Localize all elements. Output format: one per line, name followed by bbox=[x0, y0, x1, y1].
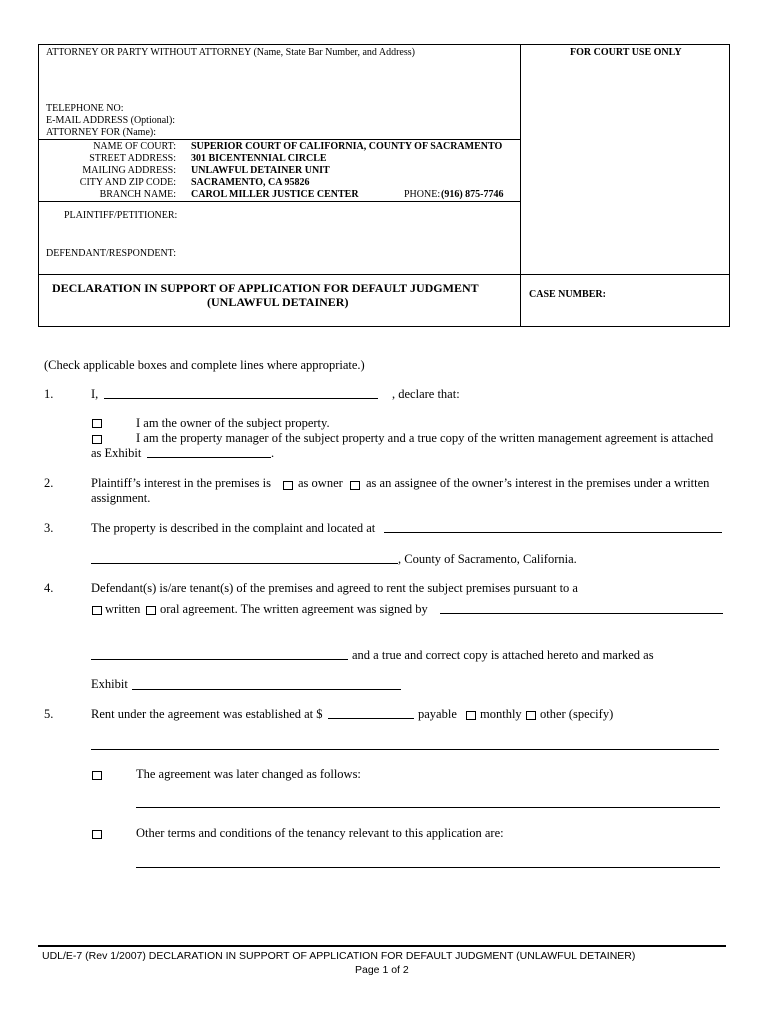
defendant-label: DEFENDANT/RESPONDENT: bbox=[46, 248, 177, 259]
street-address-label: STREET ADDRESS: bbox=[89, 153, 176, 164]
written-agreement-label: written bbox=[105, 602, 141, 616]
item4-text: Defendant(s) is/are tenant(s) of the premises and agreed to rent the subject premises pursuant to a bbox=[91, 581, 578, 595]
agreement-changed-field[interactable] bbox=[136, 807, 720, 808]
item1-number: 1. bbox=[44, 387, 54, 401]
attorney-label: ATTORNEY OR PARTY WITHOUT ATTORNEY (Name, State Bar Number, and Address) bbox=[46, 47, 415, 58]
form-title-line2: (UNLAWFUL DETAINER) bbox=[207, 295, 349, 309]
other-terms-label: Other terms and conditions of the tenancy relevant to this application are: bbox=[136, 826, 504, 840]
item2-text-b: as owner bbox=[298, 476, 343, 490]
email-label: E-MAIL ADDRESS (Optional): bbox=[46, 115, 176, 126]
agreement-exhibit-field[interactable] bbox=[132, 689, 401, 690]
property-address-field-1[interactable] bbox=[384, 532, 722, 533]
caption-divider-court bbox=[38, 139, 521, 140]
city-zip-value: SACRAMENTO, CA 95826 bbox=[191, 177, 310, 188]
other-period-label: other (specify) bbox=[540, 707, 614, 721]
agreement-signed-by-field-2[interactable] bbox=[91, 659, 348, 660]
attorney-for-label: ATTORNEY FOR (Name): bbox=[46, 127, 156, 138]
branch-name-label: BRANCH NAME: bbox=[99, 189, 176, 200]
court-phone-value: (916) 875-7746 bbox=[441, 189, 504, 200]
interest-owner-checkbox[interactable] bbox=[283, 481, 293, 490]
case-number-label: CASE NUMBER: bbox=[529, 289, 606, 300]
item5-number: 5. bbox=[44, 707, 54, 721]
item2-number: 2. bbox=[44, 476, 54, 490]
branch-name-value: CAROL MILLER JUSTICE CENTER bbox=[191, 189, 359, 200]
monthly-label: monthly bbox=[480, 707, 522, 721]
form-title-line1: DECLARATION IN SUPPORT OF APPLICATION FOR DEFAULT JUDGMENT bbox=[52, 281, 479, 295]
owner-checkbox[interactable] bbox=[92, 419, 102, 428]
item2-text-a: Plaintiff’s interest in the premises is bbox=[91, 476, 271, 490]
item4-number: 4. bbox=[44, 581, 54, 595]
court-name-value: SUPERIOR COURT OF CALIFORNIA, COUNTY OF SACRAMENTO bbox=[191, 141, 503, 152]
caption-divider-title bbox=[38, 274, 730, 275]
item1-prefix: I, bbox=[91, 387, 99, 401]
owner-option-label: I am the owner of the subject property. bbox=[136, 416, 330, 430]
property-manager-checkbox[interactable] bbox=[92, 435, 102, 444]
other-terms-checkbox[interactable] bbox=[92, 830, 102, 839]
property-address-field-2[interactable] bbox=[91, 563, 398, 564]
item4-exhibit-label: Exhibit bbox=[91, 677, 128, 691]
rent-prefix: Rent under the agreement was established at $ bbox=[91, 707, 323, 721]
item1-suffix: , declare that: bbox=[392, 387, 460, 401]
rent-specify-field[interactable] bbox=[91, 749, 719, 750]
court-use-label: FOR COURT USE ONLY bbox=[570, 47, 682, 58]
written-agreement-checkbox[interactable] bbox=[92, 606, 102, 615]
street-address-value: 301 BICENTENNIAL CIRCLE bbox=[191, 153, 327, 164]
management-exhibit-field[interactable] bbox=[147, 457, 271, 458]
footer-page-number: Page 1 of 2 bbox=[355, 964, 409, 976]
interest-assignee-checkbox[interactable] bbox=[350, 481, 360, 490]
rent-payable-label: payable bbox=[418, 707, 457, 721]
city-zip-label: CITY AND ZIP CODE: bbox=[79, 177, 176, 188]
item2-text-line2: assignment. bbox=[91, 491, 151, 505]
mailing-address-label: MAILING ADDRESS: bbox=[82, 165, 176, 176]
item4-copy-text: and a true and correct copy is attached hereto and marked as bbox=[352, 648, 654, 662]
agreement-changed-label: The agreement was later changed as follows: bbox=[136, 767, 361, 781]
court-phone-label: PHONE: bbox=[404, 189, 441, 200]
item3-county-text: , County of Sacramento, California. bbox=[398, 552, 577, 566]
caption-divider-vertical bbox=[520, 44, 521, 327]
instructions: (Check applicable boxes and complete lines where appropriate.) bbox=[44, 358, 365, 372]
plaintiff-label: PLAINTIFF/PETITIONER: bbox=[64, 210, 178, 221]
monthly-checkbox[interactable] bbox=[466, 711, 476, 720]
telephone-label: TELEPHONE NO: bbox=[46, 103, 124, 114]
court-name-label: NAME OF COURT: bbox=[93, 141, 176, 152]
caption-divider-parties bbox=[38, 201, 521, 202]
item2-text-c: as an assignee of the owner’s interest in the premises under a written bbox=[366, 476, 710, 490]
oral-agreement-label: oral agreement. The written agreement was signed by bbox=[160, 602, 428, 616]
agreement-signed-by-field[interactable] bbox=[440, 613, 723, 614]
item3-number: 3. bbox=[44, 521, 54, 535]
item3-text: The property is described in the complaint and located at bbox=[91, 521, 376, 535]
management-exhibit-suffix: . bbox=[271, 446, 275, 460]
declarant-name-field[interactable] bbox=[104, 398, 378, 399]
footer-form-id: UDL/E-7 (Rev 1/2007) DECLARATION IN SUPPORT OF APPLICATION FOR DEFAULT JUDGMENT (UNLAWFUL DETAINER) bbox=[42, 950, 636, 962]
mailing-address-value: UNLAWFUL DETAINER UNIT bbox=[191, 165, 330, 176]
footer-rule bbox=[38, 945, 726, 947]
agreement-changed-checkbox[interactable] bbox=[92, 771, 102, 780]
other-terms-field[interactable] bbox=[136, 867, 720, 868]
rent-amount-field[interactable] bbox=[328, 718, 414, 719]
management-exhibit-prefix: as Exhibit bbox=[91, 446, 142, 460]
other-period-checkbox[interactable] bbox=[526, 711, 536, 720]
oral-agreement-checkbox[interactable] bbox=[146, 606, 156, 615]
property-manager-option-label: I am the property manager of the subject property and a true copy of the written management agreement is attached bbox=[136, 431, 714, 445]
